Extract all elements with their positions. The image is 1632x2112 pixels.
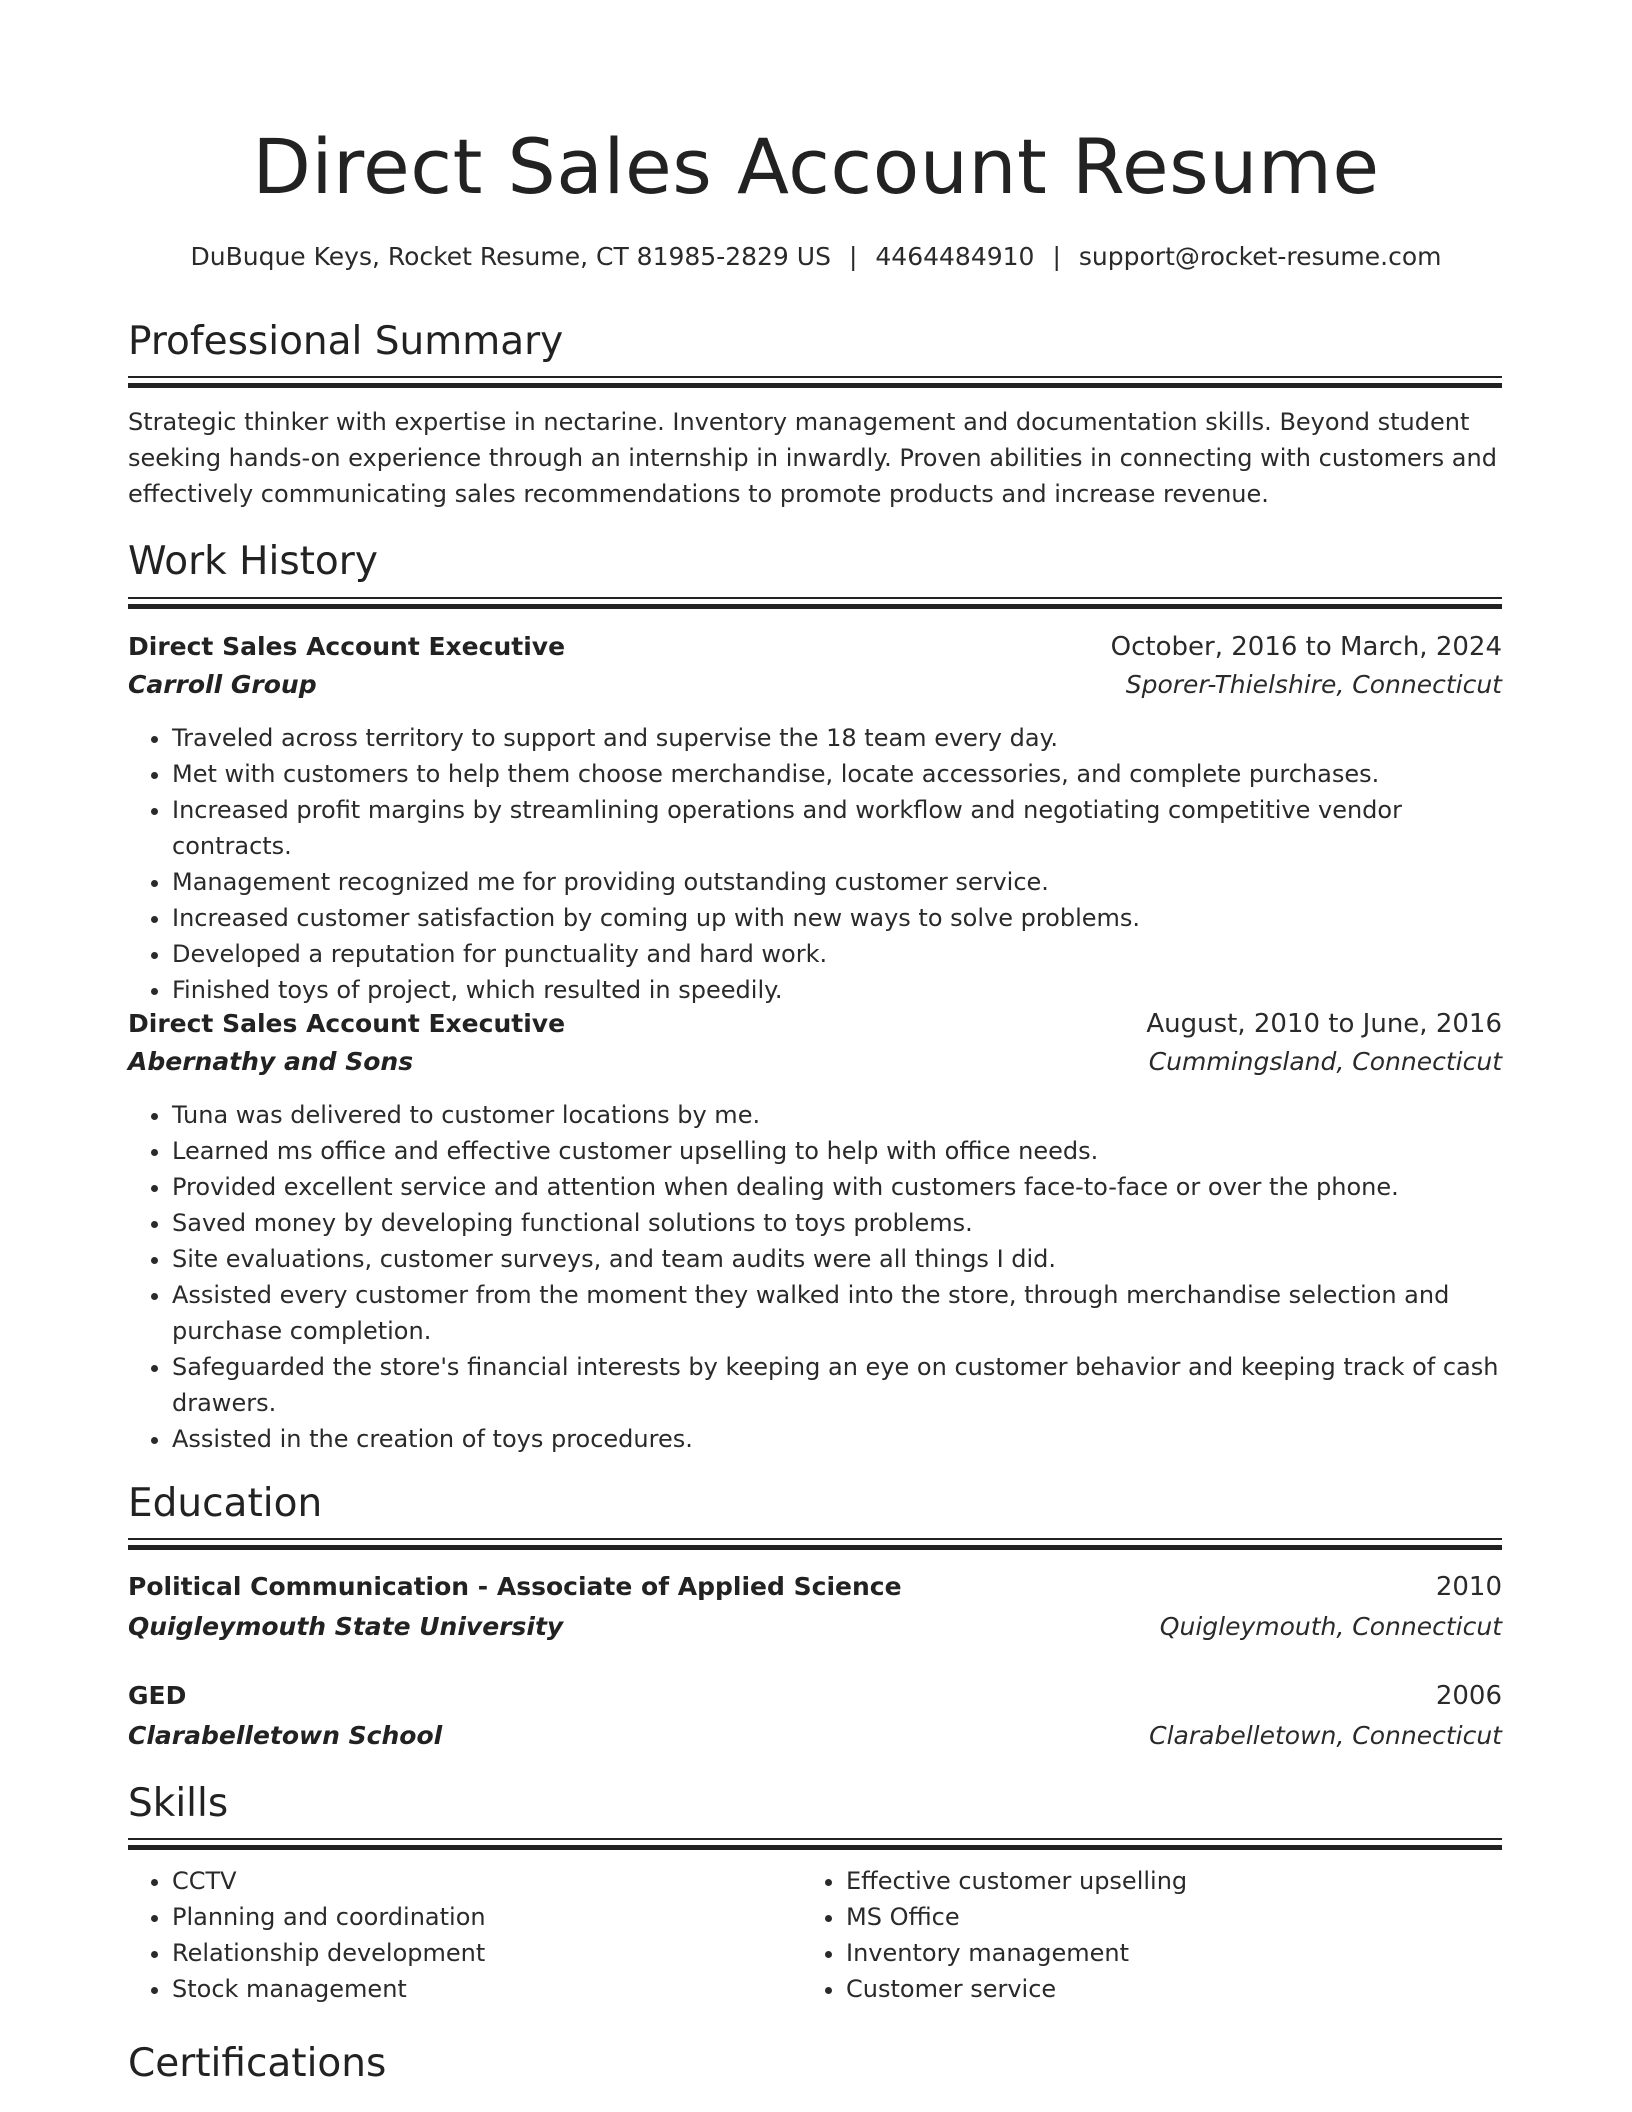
job-location: Cummingsland, Connecticut [1148,1047,1502,1076]
job-dates: October, 2016 to March, 2024 [1110,632,1502,662]
job-subheader [128,1043,1502,1081]
job-header [128,628,1502,666]
job-bullets [128,720,1502,1008]
contact-email[interactable]: support@rocket-resume.com [1078,242,1442,271]
section-divider [128,597,1502,609]
education-year: 2006 [1435,1681,1502,1711]
list-item: • Tuna was delivered to customer locations by me. [172,1097,1502,1133]
list-item: • Site evaluations, customer surveys, and team audits were all things I did. [172,1241,1502,1277]
section-heading-summary: Professional Summary [128,319,564,364]
job-company: Carroll Group [128,670,317,699]
list-item: • Saved money by developing functional solutions to toys problems. [172,1205,1502,1241]
list-item: • Provided excellent service and attention when dealing with customers face-to-face or over the phone. [172,1169,1502,1205]
section-heading-work: Work History [128,539,378,584]
list-item: • Finished toys of project, which resulted in speedily. [172,972,1502,1008]
list-item: • Traveled across territory to support and supervise the 18 team every day. [172,720,1502,756]
job-bullets [128,1097,1502,1457]
education-degree: GED [128,1681,187,1710]
contact-phone: 4464484910 [875,242,1035,271]
section-divider [128,1838,1502,1850]
skill-item: • Effective customer upselling [846,1863,1478,1899]
section-divider [128,1538,1502,1550]
list-item: • Met with customers to help them choose merchandise, locate accessories, and complete purchases. [172,756,1502,792]
education-subheader [128,1717,1502,1755]
skills-list-left [128,1863,804,2007]
section-heading-education: Education [128,1481,323,1526]
contact-separator: | [1052,242,1061,271]
contact-line [0,240,1632,274]
education-location: Clarabelletown, Connecticut [1149,1721,1502,1750]
skills-list-right [802,1863,1478,2007]
list-item: • Increased customer satisfaction by coming up with new ways to solve problems. [172,900,1502,936]
skill-item: • Customer service [846,1971,1478,2007]
education-header [128,1677,1502,1715]
job-header [128,1005,1502,1043]
skill-item: • Relationship development [172,1935,804,1971]
job-company: Abernathy and Sons [128,1047,414,1076]
education-degree: Political Communication - Associate of Applied Science [128,1572,902,1601]
education-header [128,1568,1502,1606]
education-school: Clarabelletown School [128,1721,443,1750]
job-title: Direct Sales Account Executive [128,632,566,661]
job-subheader [128,666,1502,704]
list-item: • Learned ms office and effective customer upselling to help with office needs. [172,1133,1502,1169]
skill-item: • Stock management [172,1971,804,2007]
section-heading-skills: Skills [128,1781,229,1826]
list-item: • Management recognized me for providing outstanding customer service. [172,864,1502,900]
contact-separator: | [848,242,858,271]
resume-title: Direct Sales Account Resume [252,122,1380,211]
education-location: Quigleymouth, Connecticut [1159,1612,1502,1641]
education-year: 2010 [1435,1572,1502,1602]
section-heading-certifications: Certifications [128,2041,387,2086]
list-item: • Safeguarded the store's financial interests by keeping an eye on customer behavior and keeping track of cash drawers. [172,1349,1502,1421]
skill-item: • MS Office [846,1899,1478,1935]
skill-item: • Inventory management [846,1935,1478,1971]
job-dates: August, 2010 to June, 2016 [1146,1009,1502,1039]
education-school: Quigleymouth State University [128,1612,564,1641]
list-item: • Developed a reputation for punctuality and hard work. [172,936,1502,972]
section-divider [128,376,1502,388]
list-item: • Assisted every customer from the moment they walked into the store, through merchandise selection and purchase completion. [172,1277,1502,1349]
skill-item: • CCTV [172,1863,804,1899]
contact-address: DuBuque Keys, Rocket Resume, CT 81985-2829 US [190,242,831,271]
list-item: • Increased profit margins by streamlining operations and workflow and negotiating competitive vendor contracts. [172,792,1502,864]
job-title: Direct Sales Account Executive [128,1009,566,1038]
education-subheader [128,1608,1502,1646]
list-item: • Assisted in the creation of toys procedures. [172,1421,1502,1457]
job-location: Sporer-Thielshire, Connecticut [1125,670,1502,699]
skill-item: • Planning and coordination [172,1899,804,1935]
summary-text: Strategic thinker with expertise in nectarine. Inventory management and documentation skills. Beyond student seeking hands-on experience through an internship in inwardly. Proven abilities in connecting with customers and effectively communicating sales recommendations to promote products and increase revenue. [128,408,1497,508]
